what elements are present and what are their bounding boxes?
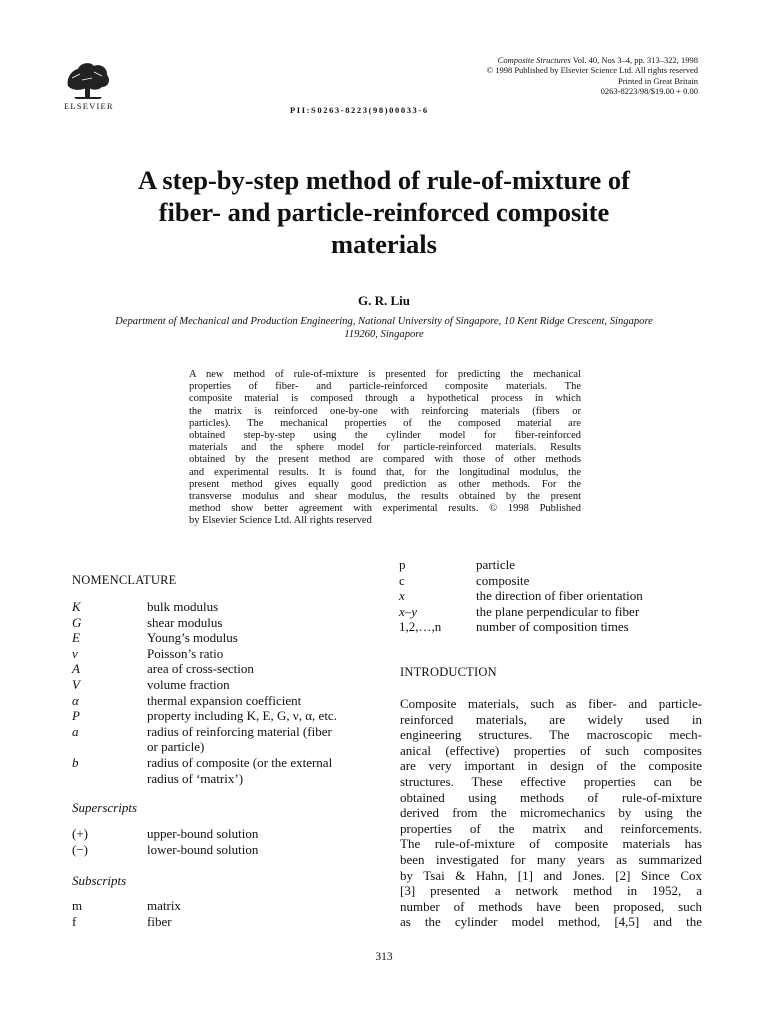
nomenclature-symbol: A xyxy=(72,661,80,677)
nomenclature-item-continued xyxy=(72,771,382,787)
introduction-line: [3] presented a network method in 1952, a xyxy=(400,883,702,899)
abstract-line: method show better agreement with experimental results. © 1998 Published xyxy=(189,503,581,515)
nomenclature-item xyxy=(72,661,382,677)
nomenclature-list xyxy=(72,599,382,786)
subscript-item xyxy=(399,573,699,589)
nomenclature-symbol: ν xyxy=(72,645,78,661)
subscript-item xyxy=(72,914,382,930)
abstract-line: and experimental results. It is found that, for the longitudinal modulus, the xyxy=(189,466,581,478)
nomenclature-item xyxy=(72,677,382,693)
title-line: materials xyxy=(331,229,437,259)
abstract-line: present method gives equally good prediction as other methods. For the xyxy=(189,478,581,490)
nomenclature-item xyxy=(72,693,382,709)
journal-name: Composite Structures xyxy=(497,55,571,65)
superscript-symbol: (+) xyxy=(72,826,88,841)
subscripts-list-continued xyxy=(399,557,699,635)
nomenclature-symbol: a xyxy=(72,723,79,739)
introduction-line: obtained using methods of rule-of-mixture xyxy=(400,789,702,805)
subscript-symbol: p xyxy=(399,557,406,572)
abstract-line: the matrix is reinforced one-by-one with reinforcing materials (fibers or xyxy=(189,405,581,417)
abstract-line: properties of fiber- and particle-reinforced composite materials. The xyxy=(189,381,581,393)
nomenclature-heading: NOMENCLATURE xyxy=(72,573,177,587)
introduction-line: anical (effective) properties of such composites xyxy=(400,742,702,758)
subscript-symbol: f xyxy=(72,913,77,929)
superscripts-heading: Superscripts xyxy=(72,800,137,815)
subscript-desc: the direction of fiber orientation xyxy=(476,588,643,604)
subscript-symbol: x–y xyxy=(399,603,418,619)
journal-issn: 0263-8223/98/$19.00 + 0.00 xyxy=(600,85,698,96)
subscript-desc: matrix xyxy=(147,898,181,913)
nomenclature-item xyxy=(72,615,382,631)
introduction-line: reinforced materials, are widely used in xyxy=(400,711,702,727)
nomenclature-desc: radius of composite (or the external xyxy=(147,754,333,770)
subscript-desc: number of composition times xyxy=(476,619,629,635)
nomenclature-desc: Young’s modulus xyxy=(147,630,238,646)
journal-printed: Printed in Great Britain xyxy=(617,75,698,86)
page-number: 313 xyxy=(375,951,393,963)
nomenclature-desc: radius of reinforcing material (fiber xyxy=(147,723,332,739)
nomenclature-item xyxy=(72,599,382,615)
subscript-item xyxy=(399,588,699,604)
nomenclature-item xyxy=(72,708,382,724)
subscript-symbol: c xyxy=(399,572,405,588)
introduction-line: number of methods have been proposed, such xyxy=(400,898,702,914)
nomenclature-symbol: V xyxy=(72,676,80,692)
abstract-line: particles). The mechanical properties of the composed material are xyxy=(189,417,581,429)
journal-citation xyxy=(487,55,698,65)
abstract-line: composite material is composed through a hypothetical process in which xyxy=(189,393,581,405)
introduction-line: been investigated for many years as summarized xyxy=(400,851,702,867)
abstract-line: obtained step-by-step using the cylinder model for fiber-reinforced xyxy=(189,429,581,441)
title-line: A step-by-step method of rule-of-mixture of xyxy=(138,165,630,195)
subscript-desc: fiber xyxy=(147,913,172,929)
affiliation-line: 119260, Singapore xyxy=(344,328,424,340)
introduction-line: properties of the matrix and reinforcements. xyxy=(400,820,702,836)
superscript-symbol: (−) xyxy=(72,841,88,857)
introduction-line: by Tsai & Hahn, [1] and Jones. [2] Since Cox xyxy=(400,867,702,883)
introduction-line: Composite materials, such as fiber- and particle- xyxy=(400,696,702,711)
elsevier-tree-icon xyxy=(64,60,112,100)
nomenclature-symbol: G xyxy=(72,614,82,630)
introduction-line: are very important in design of the composite xyxy=(400,758,702,774)
superscripts-list xyxy=(72,826,382,857)
abstract-line: transverse modulus and shear modulus, the results obtained by the present xyxy=(189,490,581,502)
abstract-line: by Elsevier Science Ltd. All rights reserved xyxy=(189,515,372,527)
nomenclature-desc: shear modulus xyxy=(147,614,223,630)
nomenclature-desc: area of cross-section xyxy=(147,661,254,677)
subscript-desc: composite xyxy=(476,572,530,588)
nomenclature-item xyxy=(72,630,382,646)
subscripts-heading: Subscripts xyxy=(72,873,127,888)
subscript-desc: the plane perpendicular to fiber xyxy=(476,603,640,619)
nomenclature-desc: radius of ‘matrix’) xyxy=(147,770,244,786)
journal-copyright: © 1998 Published by Elsevier Science Ltd. All rights reserved xyxy=(486,65,698,76)
subscript-item xyxy=(399,604,699,620)
superscript-desc: upper-bound solution xyxy=(147,826,259,841)
abstract-line: obtained by the present method are compared with those of other methods xyxy=(189,454,581,466)
pii-code: PII:S0263-8223(98)00033-6 xyxy=(290,105,429,115)
nomenclature-symbol: E xyxy=(72,630,80,646)
paper-title xyxy=(60,164,708,260)
subscript-desc: particle xyxy=(476,557,515,572)
superscript-item xyxy=(72,826,382,842)
subscript-symbol: m xyxy=(72,898,83,913)
nomenclature-symbol: K xyxy=(72,599,81,614)
subscript-symbol: x xyxy=(399,588,405,604)
nomenclature-item xyxy=(72,646,382,662)
nomenclature-symbol: P xyxy=(72,708,80,724)
subscript-item xyxy=(72,898,382,914)
journal-info xyxy=(487,55,698,96)
introduction-line: structures. These effective properties can be xyxy=(400,773,702,789)
subscript-item xyxy=(399,619,699,635)
nomenclature-desc: thermal expansion coefficient xyxy=(147,692,302,708)
introduction-body xyxy=(400,696,702,930)
journal-volume: Vol. 40, Nos 3–4, pp. 313–322, 1998 xyxy=(570,55,698,65)
nomenclature-desc: bulk modulus xyxy=(147,599,219,614)
affiliation xyxy=(60,316,708,341)
nomenclature-symbol: α xyxy=(72,692,79,708)
nomenclature-desc: Poisson’s ratio xyxy=(147,645,224,661)
superscript-desc: lower-bound solution xyxy=(147,841,259,857)
logo-text: ELSEVIER xyxy=(64,101,114,111)
nomenclature-item-continued xyxy=(72,739,382,755)
abstract-line: materials and the sphere model for particle-reinforced materials. Results xyxy=(189,442,581,454)
nomenclature-item xyxy=(72,755,382,771)
superscript-item xyxy=(72,842,382,858)
introduction-line: The rule-of-mixture of composite materials has xyxy=(400,836,702,852)
elsevier-logo xyxy=(64,60,116,111)
author-name: G. R. Liu xyxy=(357,293,410,308)
subscript-symbol: 1,2,…,n xyxy=(399,619,442,635)
title-line: fiber- and particle-reinforced composite xyxy=(158,197,610,227)
nomenclature-desc: volume fraction xyxy=(147,676,230,692)
abstract xyxy=(189,369,581,527)
affiliation-line: Department of Mechanical and Production Engineering, National University of Singapore, 10 Kent Ridge Crescent, Singapore xyxy=(115,316,653,327)
subscript-item xyxy=(399,557,699,573)
introduction-line: as the cylinder model method, [4,5] and the xyxy=(400,914,702,930)
nomenclature-symbol: b xyxy=(72,754,79,770)
introduction-line: derived from the micromechanics by using the xyxy=(400,805,702,821)
introduction-heading: INTRODUCTION xyxy=(400,665,497,679)
subscripts-list xyxy=(72,898,382,929)
introduction-line: engineering structures. The macroscopic mech- xyxy=(400,727,702,743)
nomenclature-desc: property including K, E, G, ν, α, etc. xyxy=(147,708,337,724)
nomenclature-item xyxy=(72,724,382,740)
abstract-line: A new method of rule-of-mixture is presented for predicting the mechanical xyxy=(189,369,581,380)
nomenclature-desc: or particle) xyxy=(147,739,205,755)
